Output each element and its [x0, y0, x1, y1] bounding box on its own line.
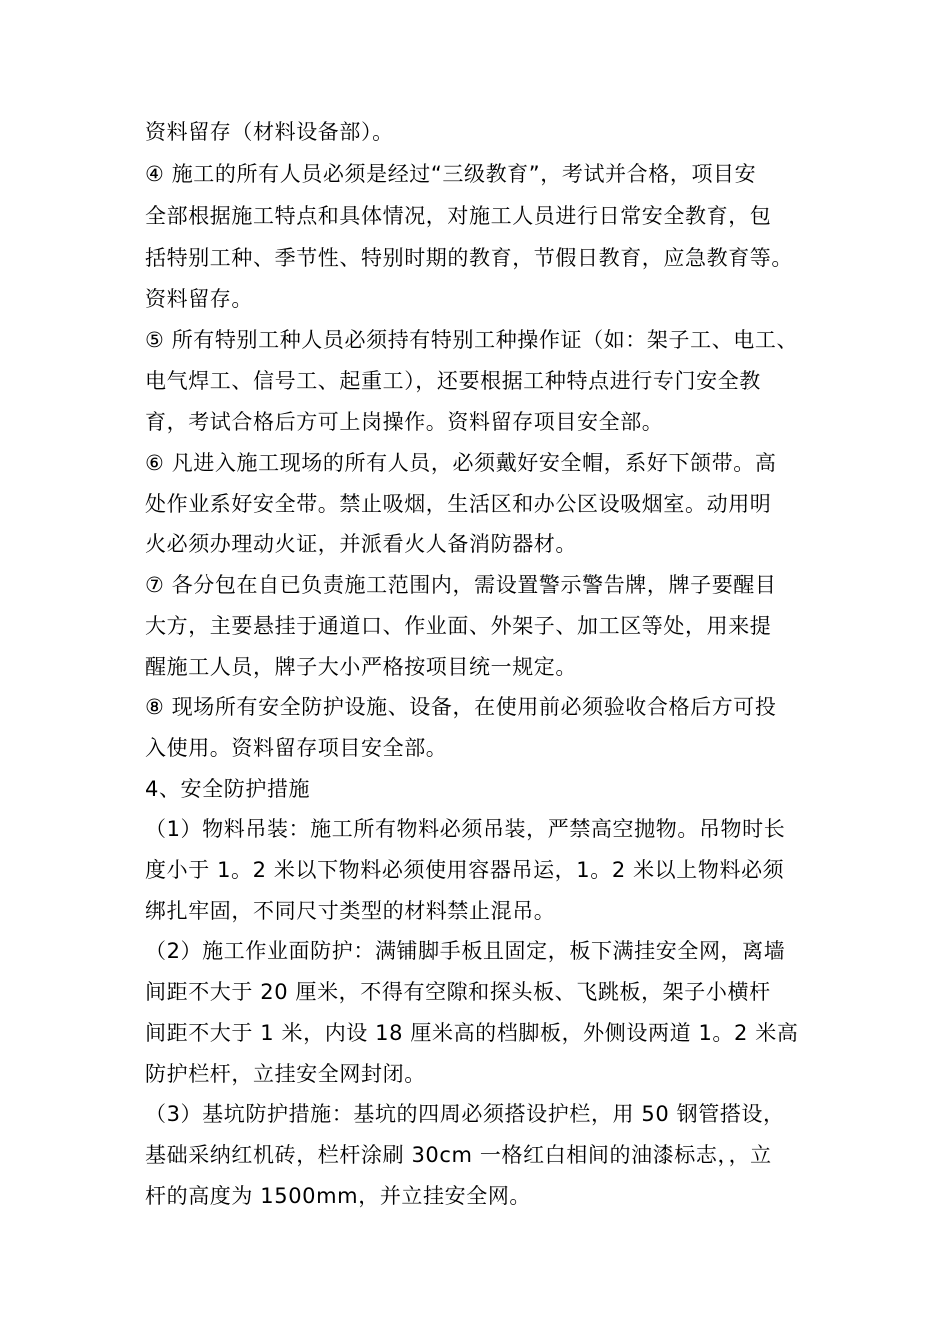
text-line: （1）物料吊装：施工所有物料必须吊装，严禁高空抛物。吊物时长: [145, 817, 786, 841]
text-line: 电气焊工、信号工、起重工），还要根据工种特点进行专门安全教: [145, 369, 761, 393]
section-heading: 4、安全防护措施: [145, 777, 311, 801]
text-line: 括特别工种、季节性、特别时期的教育，节假日教育，应急教育等。: [145, 246, 793, 270]
text-line: 处作业系好安全带。禁止吸烟，生活区和办公区设吸烟室。动用明: [145, 492, 772, 516]
text-line: （3）基坑防护措施：基坑的四周必须搭设护栏，用 50 钢管搭设，: [145, 1102, 785, 1126]
text-line: 度小于 1。2 米以下物料必须使用容器吊运，1。2 米以上物料必须: [145, 858, 785, 882]
text-line: 杆的高度为 1500mm，并立挂安全网。: [145, 1184, 532, 1208]
text-line: ④ 施工的所有人员必须是经过“三级教育”，考试并合格，项目安: [145, 162, 757, 186]
text-line: （2）施工作业面防护：满铺脚手板且固定，板下满挂安全网，离墙: [145, 939, 786, 963]
text-line: 火必须办理动火证，并派看火人备消防器材。: [145, 532, 577, 556]
text-line: 大方，主要悬挂于通道口、作业面、外架子、加工区等处，用来提: [145, 614, 772, 638]
text-line: 间距不大于 20 厘米，不得有空隙和探头板、飞跳板，架子小横杆: [145, 980, 771, 1004]
text-line: 醒施工人员，牌子大小严格按项目统一规定。: [145, 655, 577, 679]
text-line: ⑧ 现场所有安全防护设施、设备，在使用前必须验收合格后方可投: [145, 695, 777, 719]
text-line: 绑扎牢固，不同尺寸类型的材料禁止混吊。: [145, 899, 556, 923]
text-line: ⑦ 各分包在自已负责施工范围内，需设置警示警告牌，牌子要醒目: [145, 573, 777, 597]
text-line: 资料留存。: [145, 287, 253, 311]
text-line: 间距不大于 1 米，内设 18 厘米高的档脚板，外侧设两道 1。2 米高: [145, 1021, 799, 1045]
text-line: 全部根据施工特点和具体情况，对施工人员进行日常安全教育，包: [145, 204, 772, 228]
text-line: ⑥ 凡进入施工现场的所有人员，必须戴好安全帽，系好下颌带。高: [145, 451, 777, 475]
text-line: 入使用。资料留存项目安全部。: [145, 736, 448, 760]
text-line: ⑤ 所有特别工种人员必须持有特别工种操作证（如：架子工、电工、: [145, 328, 799, 352]
text-line: 育，考试合格后方可上岗操作。资料留存项目安全部。: [145, 410, 664, 434]
text-line: 基础采纳红机砖，栏杆涂刷 30cm 一格红白相间的油漆标志，，立: [145, 1143, 772, 1167]
text-line: 防护栏杆，立挂安全网封闭。: [145, 1062, 426, 1086]
text-line: 资料留存（材料设备部）。: [145, 120, 394, 144]
